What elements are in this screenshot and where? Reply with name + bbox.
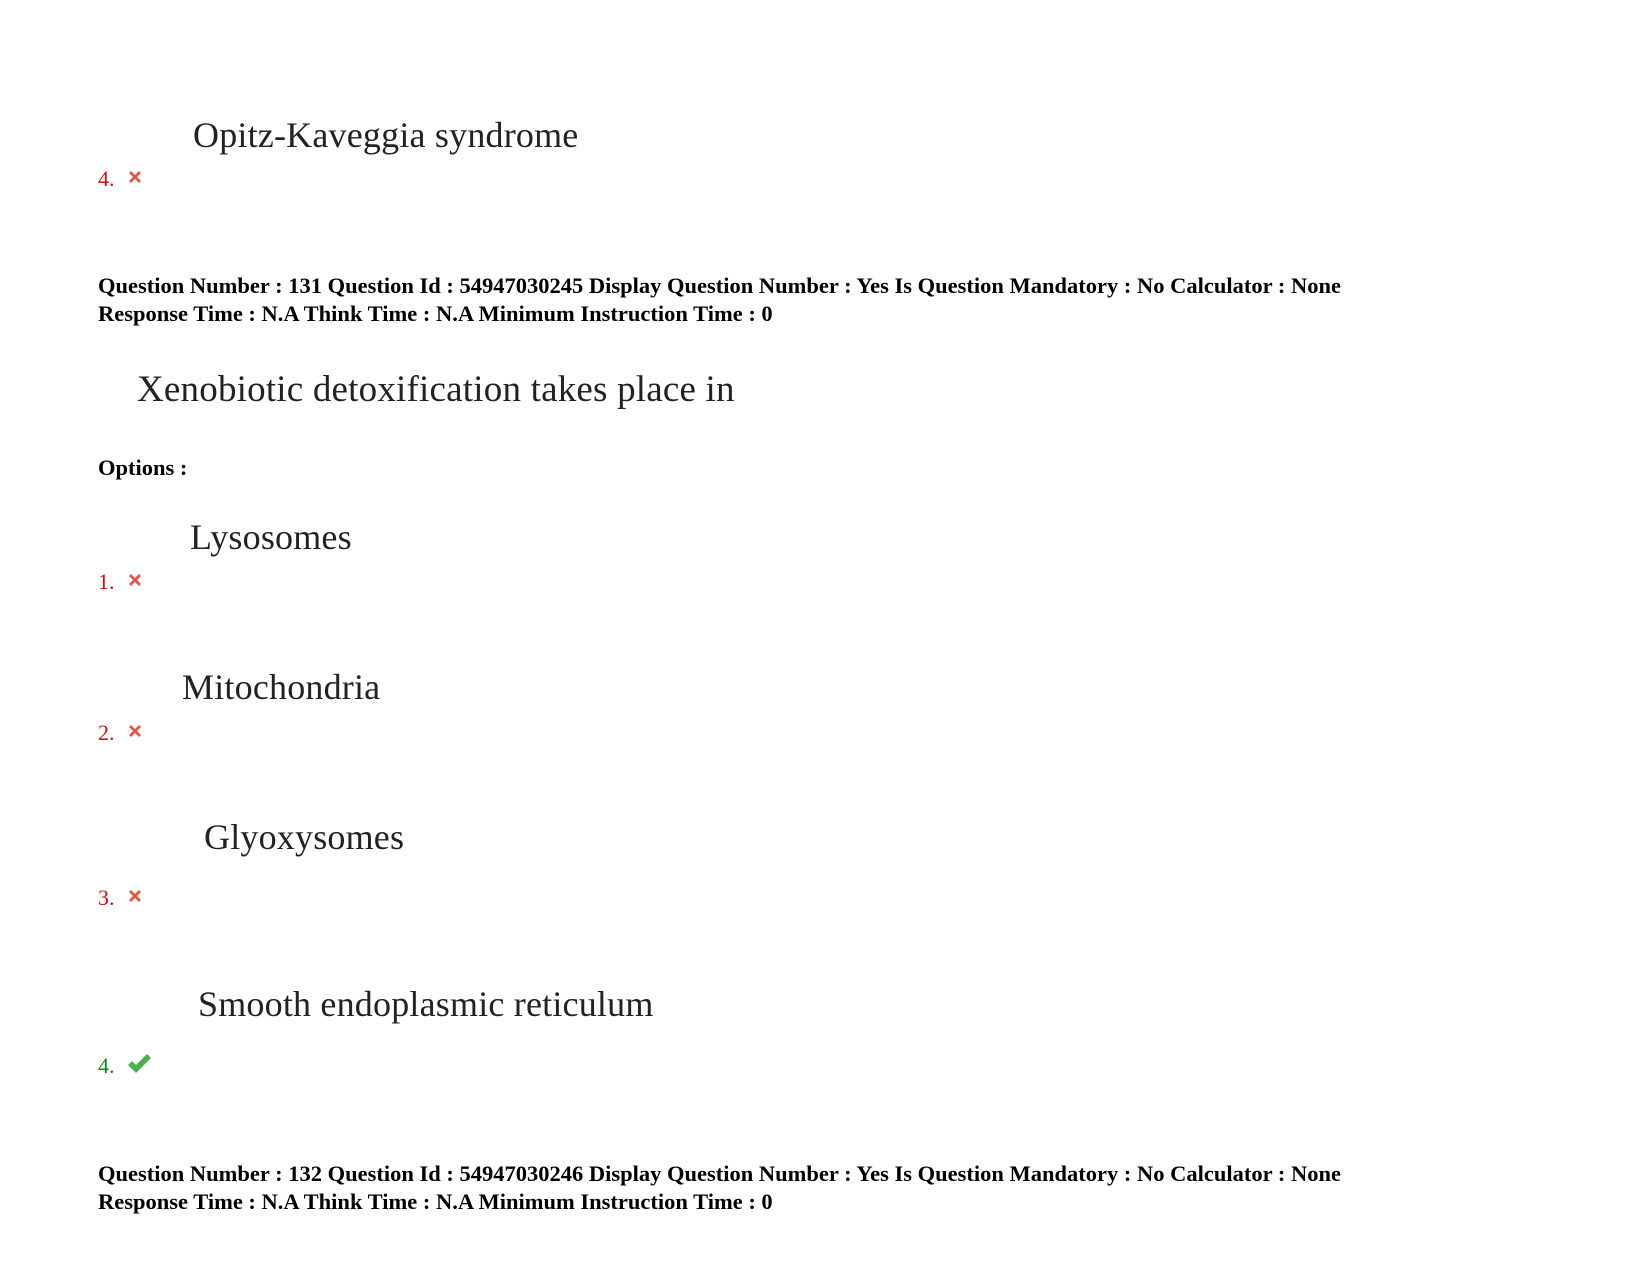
prev-option-4-text: Opitz-Kaveggia syndrome [193, 115, 579, 155]
option-number: 3. [98, 885, 115, 910]
question-131-text: Xenobiotic detoxification takes place in [137, 369, 735, 410]
options-label: Options : [98, 455, 188, 480]
option-number: 4. [98, 166, 115, 191]
cross-icon [126, 885, 144, 911]
cross-icon [126, 166, 144, 192]
option-number: 4. [98, 1053, 115, 1078]
option-1-text: Lysosomes [190, 517, 352, 557]
option-2-text: Mitochondria [182, 667, 381, 707]
option-4-number [98, 1053, 152, 1081]
option-3-number [98, 885, 144, 911]
check-icon [126, 1053, 152, 1081]
question-131-meta-line2: Response Time : N.A Think Time : N.A Minimum Instruction Time : 0 [98, 301, 773, 326]
question-131-meta-line1: Question Number : 131 Question Id : 54947030245 Display Question Number : Yes Is Question Mandatory : No Calculator : None [98, 273, 1341, 298]
question-132-meta [98, 1160, 1341, 1216]
question-132-meta-line2: Response Time : N.A Think Time : N.A Minimum Instruction Time : 0 [98, 1189, 773, 1214]
cross-icon [126, 720, 144, 746]
option-4-text: Smooth endoplasmic reticulum [198, 984, 654, 1024]
option-3-text: Glyoxysomes [204, 817, 405, 857]
option-number: 2. [98, 720, 115, 745]
cross-icon [126, 569, 144, 595]
option-2-number [98, 720, 144, 746]
option-1-number [98, 569, 144, 595]
option-number: 1. [98, 569, 115, 594]
prev-option-4-number [98, 166, 144, 192]
question-132-meta-line1: Question Number : 132 Question Id : 54947030246 Display Question Number : Yes Is Question Mandatory : No Calculator : None [98, 1161, 1341, 1186]
question-131-meta [98, 272, 1341, 328]
